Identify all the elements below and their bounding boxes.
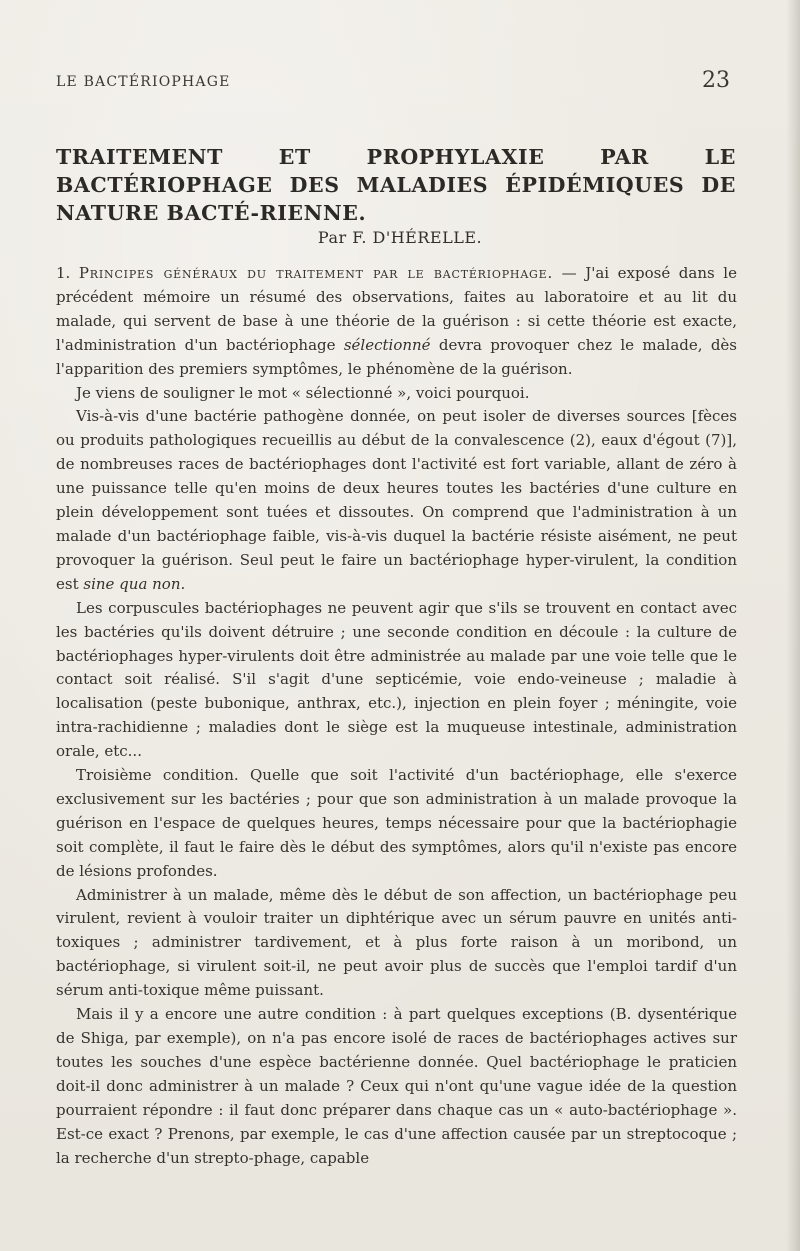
paragraph-5: Troisième condition. Quelle que soit l'activité d'un bactériophage, elle s'exerce exclusivement sur les bactéries ; pour que son administration à un malade provoque la guérison en l'espace de quelques heures, temps nécessaire pour que la bactériophagie soit complète, il faut le faire dès le début des symptômes, alors qu'il n'existe pas encore de lésions profondes.: [56, 766, 737, 880]
section-dash: —: [553, 264, 586, 282]
emphasis-selectionne: sélectionné: [343, 335, 431, 354]
byline: Par F. D'HÉRELLE.: [317, 228, 483, 247]
page-number: 23: [702, 68, 730, 93]
paragraph-3-text-a: Vis-à-vis d'une bactérie pathogène donnée, on peut isoler de diverses sources [fèces ou produits pathologiques recueillis au début de la convalescence (2), eaux d'égout (7)], de nombreuses races de bactériophages dont l'activité est fort variable, allant de zéro à une puissance telle qu'en moins de deux heures toutes les bactéries d'une culture en plein développement sont tuées et dissoutes. On comprend que l'administration à un malade d'un bactériophage faible, vis-à-vis duquel la bactérie résiste aisément, ne peut provoquer la guérison. Seul peut le faire un bactériophage hyper-virulent, la condition est: [56, 407, 737, 593]
body-text: [56, 262, 737, 1170]
paragraph-1-text-b: devra provoquer chez le malade, dès l'apparition des premiers symptômes, le phénomène de la guérison.: [56, 335, 738, 378]
emphasis-sine-qua-non: sine qua non.: [83, 574, 186, 593]
paragraph-2: Je viens de souligner le mot « sélectionné », voici pourquoi.: [76, 383, 530, 402]
page-edge-shadow: [786, 0, 800, 1251]
section-number: 1.: [56, 264, 71, 282]
paragraph-6: Administrer à un malade, même dès le début de son affection, un bactériophage peu virulent, revient à vouloir traiter un diphtérique avec un sérum pauvre en unités anti-toxiques ; administrer tardivement, et à plus forte raison à un moribond, un bactériophage, si virulent soit-il, ne peut avoir plus de succès que l'emploi tardif d'un sérum anti-toxique même puissant.: [56, 885, 737, 1000]
running-header: [56, 68, 730, 98]
running-title: LE BACTÉRIOPHAGE: [56, 74, 231, 90]
section-heading: Principes généraux du traitement par le bactériophage.: [78, 264, 554, 282]
paragraph-7: Mais il y a encore une autre condition : à part quelques exceptions (B. dysentérique de Shiga, par exemple), on n'a pas encore isolé de races de bactériophages actives sur toutes les souches d'une espèce bactérienne donnée. Quel bactériophage le praticien doit-il donc administrer à un malade ? Ceux qui n'ont qu'une vague idée de la question pourraient répondre : il faut donc préparer dans chaque cas un « auto-bactériophage ». Est-ce exact ? Prenons, par exemple, le cas d'une affection causée par un streptocoque ; la recherche d'un strepto-phage, capable: [56, 1005, 737, 1167]
article-title: TRAITEMENT ET PROPHYLAXIE PAR LE BACTÉRIOPHAGE DES MALADIES ÉPIDÉMIQUES DE NATURE BACTÉ-RIENNE.: [56, 145, 736, 225]
paragraph-4: Les corpuscules bactériophages ne peuvent agir que s'ils se trouvent en contact avec les bactéries qu'ils doivent détruire ; une seconde condition en découle : la culture de bactériophages hyper-virulents doit être administrée au malade par une voie telle que le contact soit réalisé. S'il s'agit d'une septicémie, voie endo-veineuse ; maladie à localisation (peste bubonique, anthrax, etc.), injection en plein foyer ; méningite, voie intra-rachidienne ; maladies dont le siège est la muqueuse intestinale, administration orale, etc...: [56, 598, 737, 761]
paragraph-3: [56, 405, 737, 596]
paragraph-1: [56, 262, 737, 382]
paragraph-1-text-a: J'ai exposé dans le précédent mémoire un résumé des observations, faites au laboratoire et au lit du malade, qui servent de base à une théorie de la guérison : si cette théorie est exacte, l'administration d'un bactériophage: [56, 264, 737, 354]
